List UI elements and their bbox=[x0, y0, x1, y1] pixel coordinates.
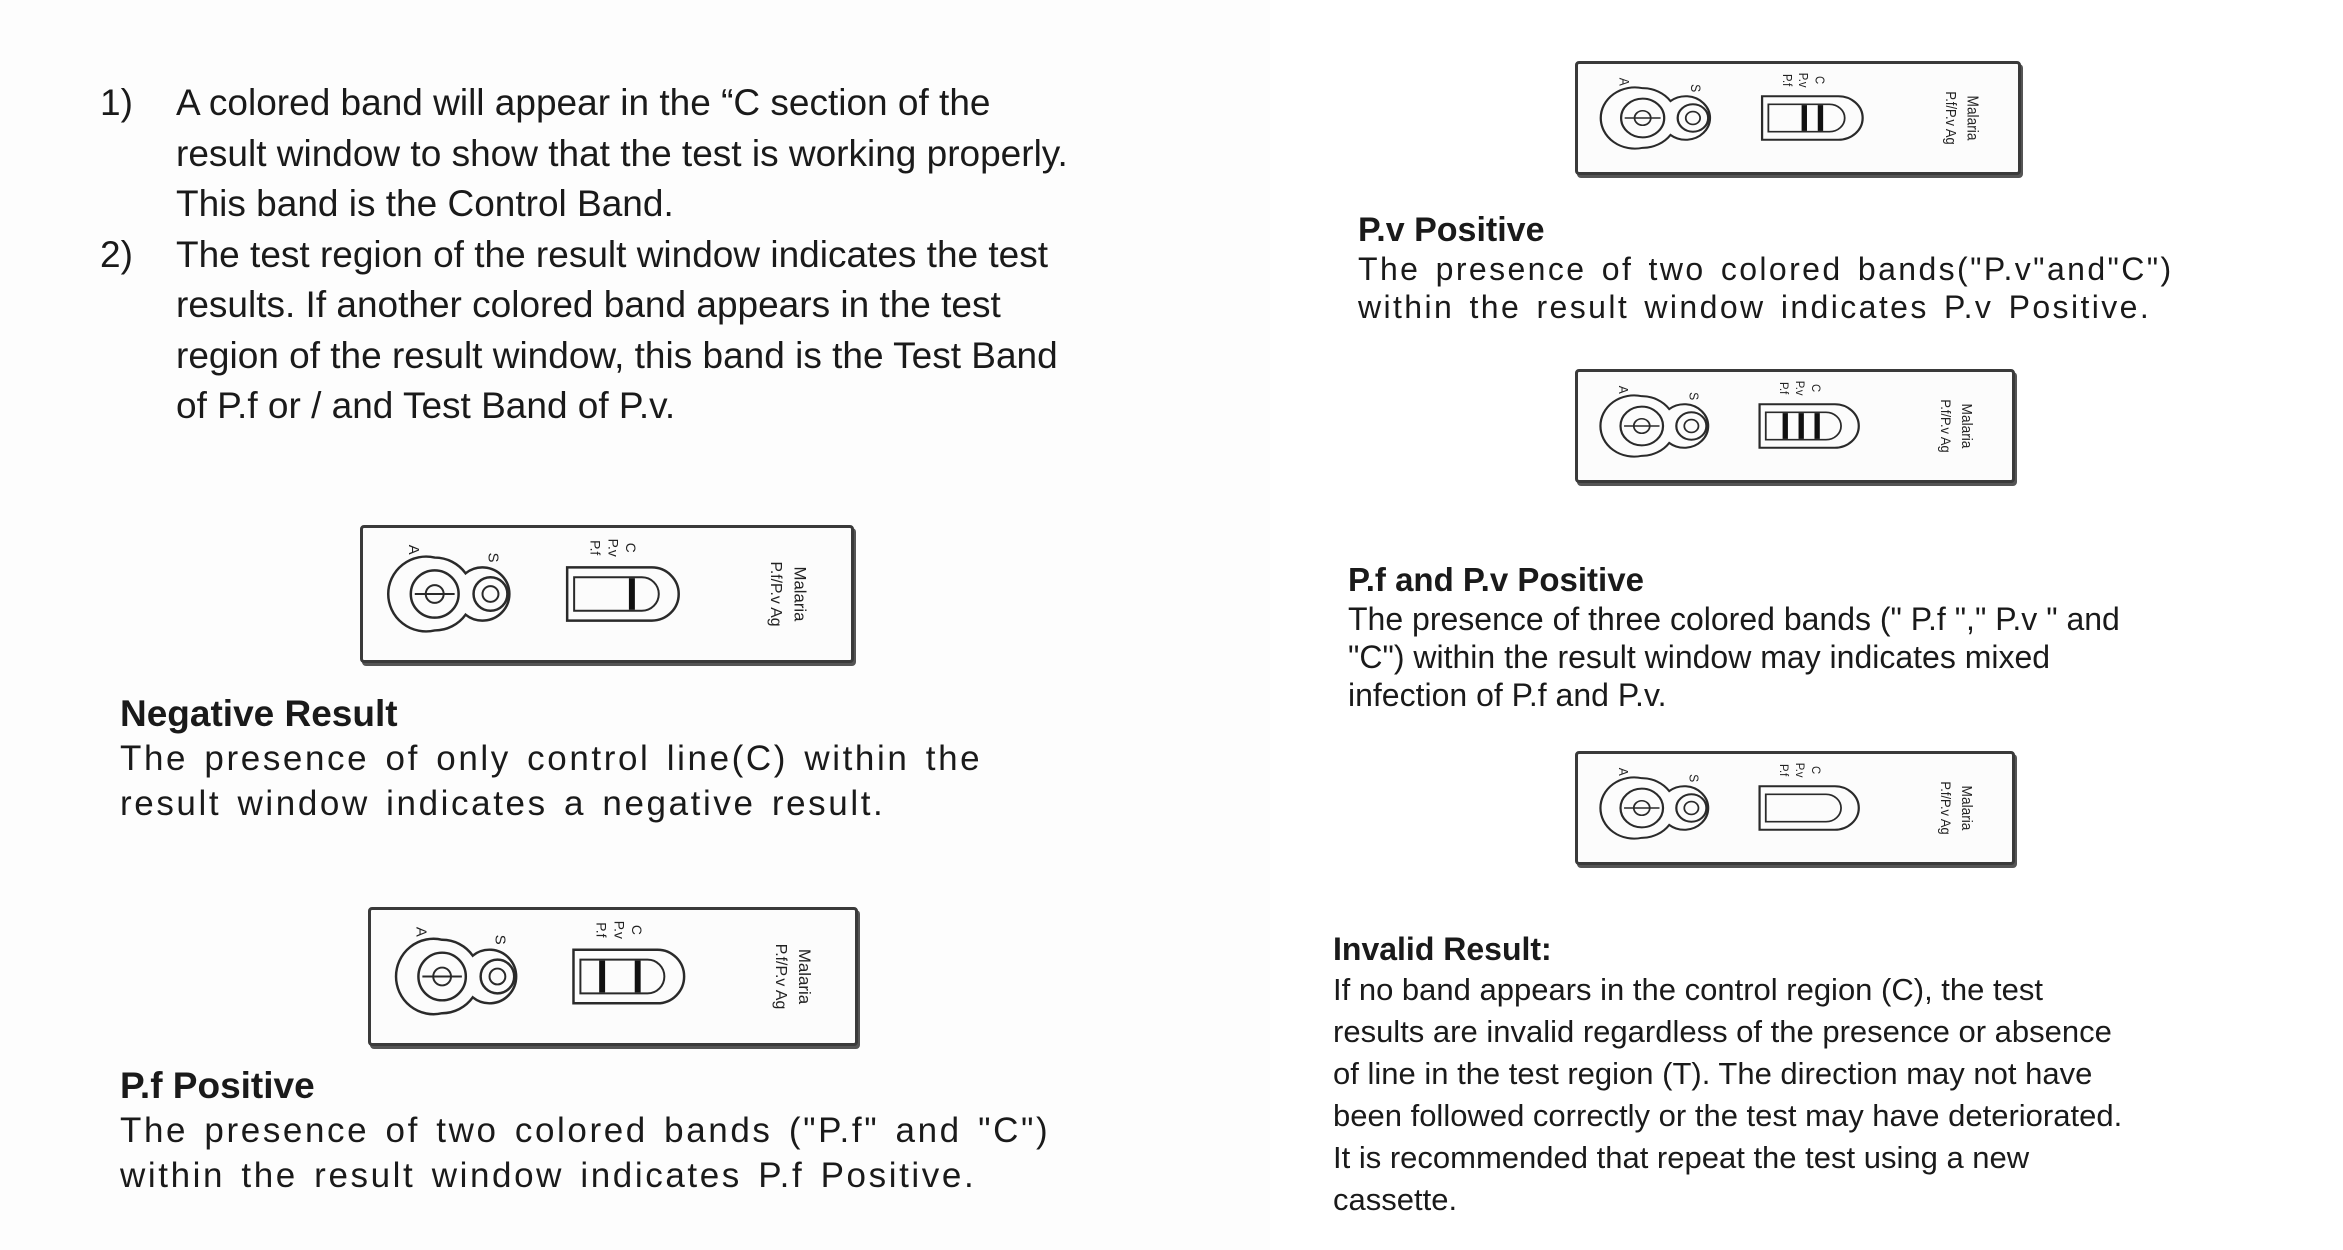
result-window bbox=[1760, 404, 1859, 448]
cassette-brand-label: Malaria bbox=[790, 566, 810, 622]
cassette-negative bbox=[360, 525, 854, 663]
pf-pv-positive-line: "C") within the result window may indicates mixed bbox=[1348, 639, 2051, 675]
band-c bbox=[1818, 105, 1823, 131]
pf-positive-title: P.f Positive bbox=[120, 1065, 315, 1106]
instruction-line: A colored band will appear in the “C section of the bbox=[176, 82, 991, 123]
well-s-ring bbox=[474, 577, 508, 610]
invalid-result-line: If no band appears in the control region (C), the test bbox=[1333, 972, 2043, 1007]
well-a-label: A bbox=[1615, 385, 1631, 394]
band-c-label: C bbox=[623, 542, 640, 553]
cassette-drawing bbox=[1578, 754, 2012, 862]
well-s-label: S bbox=[1686, 774, 1702, 783]
band-pv bbox=[1802, 105, 1807, 131]
pf-pv-positive-line: infection of P.f and P.v. bbox=[1348, 677, 1667, 713]
instruction-line: of P.f or / and Test Band of P.v. bbox=[176, 385, 676, 426]
cassette-pf-pv-positive bbox=[1575, 369, 2015, 483]
instruction-line: This band is the Control Band. bbox=[176, 183, 674, 224]
result-window-inner bbox=[574, 577, 659, 610]
band-pf-label: P.f bbox=[1777, 763, 1792, 777]
instruction-list bbox=[100, 78, 1080, 432]
band-c-label: C bbox=[1808, 384, 1824, 393]
cassette-product-label: P.f/P.v Ag bbox=[767, 561, 785, 627]
band-c-label: C bbox=[629, 924, 646, 935]
cassette-product-label: P.f/P.v Ag bbox=[1937, 399, 1954, 453]
pf-pv-positive-line: The presence of three colored bands (" P.f "," P.v " and bbox=[1348, 601, 2120, 637]
negative-result-title: Negative Result bbox=[120, 693, 398, 734]
well-a-label: A bbox=[1616, 77, 1632, 86]
pf-positive-section bbox=[120, 1064, 1120, 1198]
well-s-ring bbox=[1676, 794, 1706, 821]
well-s-label: S bbox=[1686, 392, 1702, 401]
negative-result-line: result window indicates a negative result. bbox=[120, 784, 886, 823]
well-s-center bbox=[1684, 420, 1698, 433]
pf-positive-line: The presence of two colored bands ("P.f" and "C") bbox=[120, 1111, 1051, 1150]
pv-positive-line: within the result window indicates P.v Positive. bbox=[1358, 289, 2152, 325]
cassette-pf-positive bbox=[368, 907, 858, 1046]
invalid-result-line: been followed correctly or the test may have deteriorated. bbox=[1333, 1098, 2123, 1133]
band-c bbox=[629, 578, 635, 610]
result-window bbox=[573, 950, 684, 1004]
pf-pv-positive-title: P.f and P.v Positive bbox=[1348, 561, 1644, 598]
band-pf-label: P.f bbox=[593, 922, 610, 938]
invalid-result-section bbox=[1333, 929, 2253, 1221]
cassette-brand-label: Malaria bbox=[795, 948, 815, 1005]
band-pf bbox=[1783, 413, 1788, 439]
band-pf-label: P.f bbox=[1777, 381, 1792, 395]
band-pv-label: P.v bbox=[1793, 762, 1808, 778]
negative-result-section bbox=[120, 692, 1120, 826]
band-c bbox=[1814, 413, 1819, 439]
band-pf-label: P.f bbox=[1779, 73, 1795, 87]
band-pv bbox=[1799, 413, 1804, 439]
instruction-line: The test region of the result window indicates the test bbox=[176, 233, 1049, 275]
instruction-number: 1) bbox=[100, 82, 133, 123]
invalid-result-line: It is recommended that repeat the test using a new bbox=[1333, 1140, 2030, 1175]
well-s-ring bbox=[481, 960, 515, 994]
pv-positive-line: The presence of two colored bands("P.v"and"C") bbox=[1358, 251, 2174, 287]
result-window-inner bbox=[580, 960, 664, 994]
invalid-result-line: results are invalid regardless of the presence or absence bbox=[1333, 1014, 2112, 1049]
instruction-item bbox=[100, 230, 1080, 432]
instruction-line: result window to show that the test is working properly. bbox=[176, 132, 1068, 174]
pf-pv-positive-section bbox=[1348, 560, 2248, 714]
band-c-label: C bbox=[1812, 76, 1827, 85]
cassette-drawing bbox=[363, 528, 851, 660]
well-s-center bbox=[1684, 802, 1698, 815]
negative-result-line: The presence of only control line(C) within the bbox=[120, 739, 983, 778]
band-pv-label: P.v bbox=[611, 920, 628, 939]
well-s-label: S bbox=[484, 552, 501, 563]
instruction-line: region of the result window, this band is the Test Band bbox=[176, 334, 1058, 376]
result-window bbox=[567, 567, 679, 620]
result-window-inner bbox=[1766, 794, 1841, 821]
band-pf bbox=[599, 961, 605, 993]
band-c bbox=[635, 961, 641, 993]
well-a-label: A bbox=[412, 926, 429, 937]
well-s-center bbox=[483, 586, 499, 602]
well-s-label: S bbox=[1688, 84, 1704, 93]
well-s-ring bbox=[1676, 412, 1706, 439]
band-c-label: C bbox=[1808, 766, 1824, 775]
instruction-item bbox=[100, 78, 1080, 230]
cassette-drawing bbox=[1578, 372, 2012, 480]
cassette-product-label: P.f/P.v Ag bbox=[1942, 91, 1959, 145]
cassette-drawing bbox=[371, 910, 855, 1043]
well-s-center bbox=[1686, 112, 1700, 125]
invalid-result-line: of line in the test region (T). The direction may not have bbox=[1333, 1056, 2093, 1091]
result-window bbox=[1762, 96, 1863, 140]
pf-positive-line: within the result window indicates P.f Positive. bbox=[120, 1156, 977, 1195]
cassette-pv-positive bbox=[1575, 61, 2021, 175]
instruction-number: 2) bbox=[100, 233, 133, 275]
invalid-result-line: cassette. bbox=[1333, 1182, 1458, 1217]
well-s-center bbox=[490, 969, 506, 985]
cassette-brand-label: Malaria bbox=[1963, 95, 1980, 141]
band-pf-label: P.f bbox=[587, 540, 604, 556]
invalid-result-title: Invalid Result: bbox=[1333, 931, 1552, 967]
cassette-invalid bbox=[1575, 751, 2015, 865]
cassette-drawing bbox=[1578, 64, 2018, 172]
band-pv-label: P.v bbox=[1793, 380, 1808, 396]
pv-positive-title: P.v Positive bbox=[1358, 211, 1545, 249]
well-a-label: A bbox=[1615, 767, 1631, 776]
cassette-brand-label: Malaria bbox=[1957, 403, 1975, 449]
well-a-label: A bbox=[404, 544, 421, 555]
instruction-line: results. If another colored band appears in the test bbox=[176, 284, 1001, 325]
result-window bbox=[1760, 786, 1859, 830]
well-s-label: S bbox=[491, 934, 508, 945]
well-s-ring bbox=[1678, 104, 1709, 131]
cassette-brand-label: Malaria bbox=[1957, 785, 1975, 831]
cassette-product-label: P.f/P.v Ag bbox=[1937, 781, 1954, 835]
band-pv-label: P.v bbox=[605, 538, 622, 557]
pv-positive-section bbox=[1358, 210, 2258, 326]
band-pv-label: P.v bbox=[1796, 72, 1811, 88]
cassette-product-label: P.f/P.v Ag bbox=[771, 943, 789, 1010]
